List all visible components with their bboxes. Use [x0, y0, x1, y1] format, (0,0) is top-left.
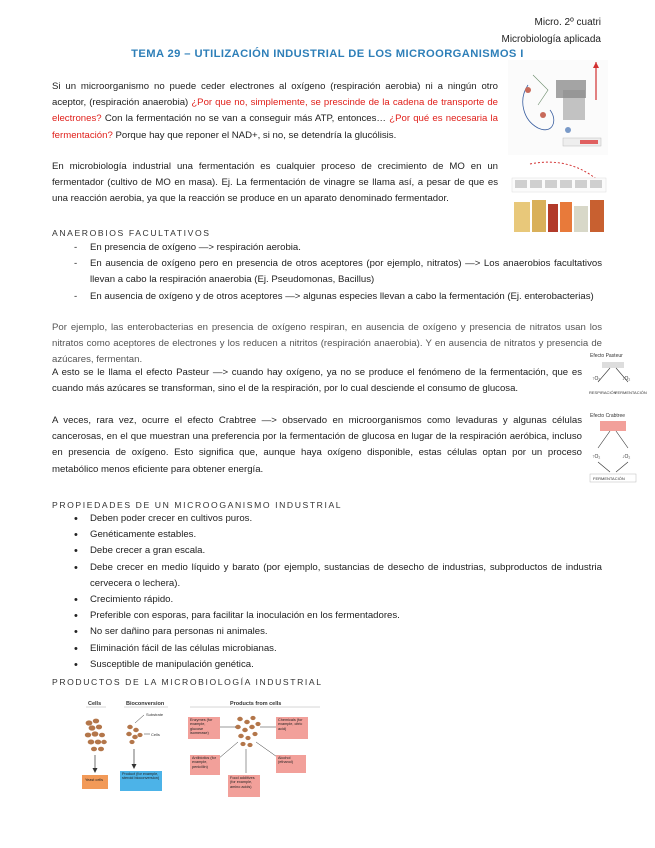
intro-text-c: Porque hay que reponer el NAD+, si no, se detendría la glucólisis.: [115, 129, 397, 141]
intro-text-b: Con la fermentación no se van a conseguir más ATP, entonces…: [104, 113, 387, 125]
pasteur-ferm-label: FERMENTACIÓN: [615, 390, 647, 395]
crabtree-paragraph: A veces, rara vez, ocurre el efecto Crabtree —> observado en microorganismos como levaduras y algunas células cancerosas, en el que muestran una preferencia por la fermentación de glucosa en lugar de la respiración aeróbica, incluso en presencia de oxígeno. Esto significa que, aunque haya oxígeno disponible, estas células optan por un proceso metabólico menos eficiente para obtener energía.: [52, 415, 582, 475]
fermentation-products-figure: [510, 160, 608, 235]
anaerobios-list: [52, 240, 602, 305]
subject-label: Microbiología aplicada: [501, 34, 601, 45]
pasteur-up-label: ↑O₂: [592, 376, 601, 382]
crabtree-ferm-label: FERMENTACIÓN: [593, 476, 625, 481]
productos-heading: PRODUCTOS DE LA MICROBIOLOGÍA INDUSTRIAL: [52, 677, 323, 687]
pasteur-effect-figure: [588, 350, 647, 406]
intro-paragraph: [52, 79, 498, 144]
food-box-label: Food additives (for example, amino acids): [230, 776, 255, 789]
alcohol-box-label: Alcohol (ethanol): [278, 756, 293, 765]
cells-label: Cells: [88, 701, 102, 707]
list-item: • Debe crecer a gran escala.: [52, 543, 602, 559]
list-item: - En ausencia de oxígeno y de otros aceptores —> algunas especies llevan a cabo la fermentación (Ej. enterobacterias): [52, 289, 602, 305]
propiedades-heading: PROPIEDADES DE UN MICROOGANISMO INDUSTRIAL: [52, 500, 343, 510]
crabtree-title: Efecto Crabtree: [590, 413, 626, 419]
crabtree-effect-figure: [588, 410, 640, 492]
fermentation-definition: En microbiología industrial una fermentación es cualquier proceso de crecimiento de MO en un fermentador (cultivo de MO en masa). Ej. La fermentación de vinagre se llama así, a pesar de que es una reacción aerobia, ya que la reacción se produce en un aparato denominado fermentador.: [52, 161, 498, 205]
course-label: Micro. 2º cuatri: [534, 17, 601, 28]
chemicals-box-label: Chemicals (for example, citric acid): [278, 718, 303, 731]
intro-question-1: ¿Por que no, simplemente, se prescinde de la cadena de transporte de electrones?: [52, 97, 498, 125]
list-item: • Eliminación fácil de las células microbianas.: [52, 641, 602, 657]
yeast-box-label: Yeast cells: [85, 778, 104, 782]
pasteur-title: Efecto Pasteur: [590, 353, 623, 359]
pasteur-down-label: ↓O₂: [622, 376, 631, 382]
list-item: • Genéticamente estables.: [52, 527, 602, 543]
enzymes-box-label: Enzymes (for example, glucose isomerase): [190, 718, 213, 736]
list-item: • Crecimiento rápido.: [52, 592, 602, 608]
pasteur-resp-label: RESPIRACIÓN: [589, 390, 617, 395]
cell-cluster: [85, 719, 107, 752]
list-item: • Susceptible de manipulación genética.: [52, 657, 602, 673]
page-title: TEMA 29 – UTILIZACIÓN INDUSTRIAL DE LOS MICROORGANISMOS I: [131, 48, 524, 60]
list-item: - En ausencia de oxígeno pero en presencia de otros aceptores (por ejemplo, nitratos) —> Los anaerobios facultativos llevan a cabo la respiración anaerobia (Ej. Pseudomonas, Bacillus): [52, 256, 602, 288]
propiedades-list: [52, 511, 602, 673]
list-item: • Debe crecer en medio líquido y barato (por ejemplo, sustancias de desecho de industrias, subproductos de industria cervecera o lechera).: [52, 560, 602, 592]
intro-question-2: ¿Por qué es necesaria la fermentación?: [52, 113, 498, 141]
intro-text-a: Si un microorganismo no puede ceder electrones al oxígeno (respiración aerobia) ni a ningún otro aceptor, (respiración anaerobia): [52, 81, 498, 109]
bioconversion-cells: [126, 725, 142, 744]
industrial-products-diagram: [80, 697, 330, 827]
substrate-label: Substrate: [146, 712, 164, 717]
cells-small-label: Cells: [151, 732, 160, 737]
crabtree-down-label: ↓O₂: [622, 454, 631, 460]
from-cells-label: Products from cells: [230, 701, 282, 707]
list-item: - En presencia de oxígeno —> respiración aerobia.: [52, 240, 602, 256]
enterobacteria-example: Por ejemplo, las enterobacterias en presencia de oxígeno respiran, en ausencia de oxígeno y presencia de nitratos usan los nitratos como aceptores de electrones y los reducen a nitritos (respiración anaerobia). Y en ausencia de nitratos y presencia de azúcares, fermentan.: [52, 322, 602, 366]
product-box-label: Product (for example, steroid bioconversion): [122, 772, 160, 781]
list-item: • Preferible con esporas, para facilitar la inoculación en los fermentadores.: [52, 608, 602, 624]
antibiotics-box-label: Antibiotics (for example, penicillin): [192, 756, 217, 769]
crabtree-up-label: ↑O₂: [592, 454, 601, 460]
pasteur-paragraph: A esto se le llama el efecto Pasteur —> cuando hay oxígeno, ya no se produce el fenómeno de la fermentación, que es cuando más azúcares se transforman, sino el de la respiración, por lo cual desciende el consumo de glucosa.: [52, 367, 582, 395]
anaerobios-heading: ANAEROBIOS FACULTATIVOS: [52, 228, 211, 238]
bioconversion-label: Bioconversion: [126, 701, 165, 707]
list-item: • No ser dañino para personas ni animales.: [52, 624, 602, 640]
list-item: • Deben poder crecer en cultivos puros.: [52, 511, 602, 527]
electron-transport-figure: [508, 60, 608, 155]
